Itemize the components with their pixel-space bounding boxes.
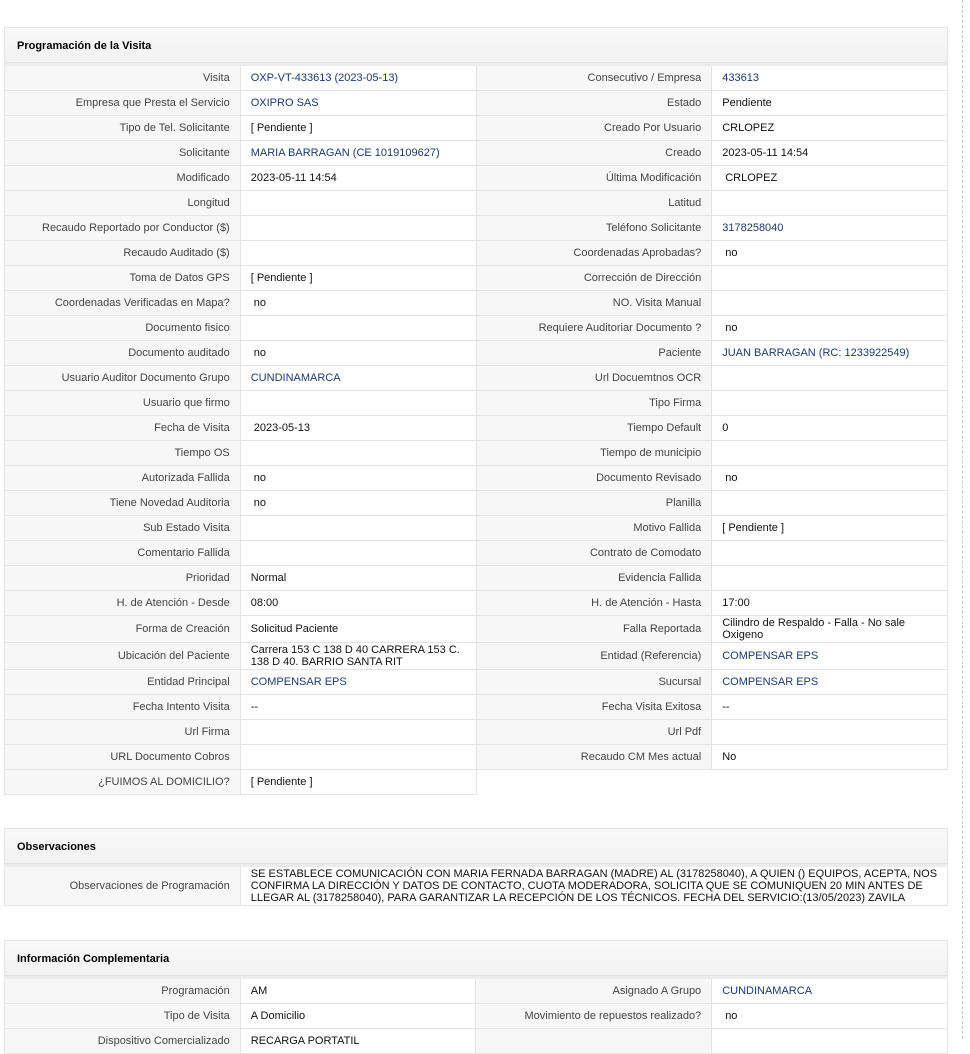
field-label: Url Docuemtnos OCR bbox=[476, 366, 712, 391]
field-label: Teléfono Solicitante bbox=[476, 216, 712, 241]
table-row bbox=[5, 441, 948, 466]
field-label: Estado bbox=[476, 91, 712, 116]
field-value bbox=[240, 745, 476, 770]
field-value bbox=[240, 241, 476, 266]
field-label: Usuario Auditor Documento Grupo bbox=[5, 366, 241, 391]
field-label: Contrato de Comodato bbox=[476, 541, 712, 566]
table-row bbox=[5, 491, 948, 516]
observaciones-table bbox=[4, 864, 948, 906]
field-value bbox=[712, 191, 948, 216]
field-value: 2023-05-11 14:54 bbox=[240, 166, 476, 191]
field-label: Evidencia Fallida bbox=[476, 566, 712, 591]
field-label: Dispositivo Comercializado bbox=[5, 1029, 241, 1054]
field-label: Comentario Fallida bbox=[5, 541, 241, 566]
empty-cell bbox=[712, 770, 948, 795]
table-row bbox=[5, 978, 948, 1004]
field-label: Tipo Firma bbox=[476, 391, 712, 416]
table-row bbox=[5, 416, 948, 441]
field-label: Prioridad bbox=[5, 566, 241, 591]
field-label: Tiene Novedad Auditoria bbox=[5, 491, 241, 516]
field-label: NO. Visita Manual bbox=[476, 291, 712, 316]
field-value bbox=[712, 391, 948, 416]
field-label: H. de Atención - Desde bbox=[5, 591, 241, 616]
field-label: Asignado A Grupo bbox=[476, 978, 712, 1004]
table-row bbox=[5, 566, 948, 591]
field-value: [ Pendiente ] bbox=[240, 770, 476, 795]
field-value: MARIA BARRAGAN (CE 1019109627) bbox=[240, 141, 476, 166]
table-row bbox=[5, 866, 948, 906]
field-value: No bbox=[712, 745, 948, 770]
field-value bbox=[240, 541, 476, 566]
field-value: no bbox=[240, 466, 476, 491]
field-value bbox=[712, 266, 948, 291]
field-value bbox=[712, 566, 948, 591]
field-label: Forma de Creación bbox=[5, 616, 241, 643]
field-value: 433613 bbox=[712, 65, 948, 91]
field-label: Url Firma bbox=[5, 720, 241, 745]
table-row bbox=[5, 770, 948, 795]
field-label: Requiere Auditoriar Documento ? bbox=[476, 316, 712, 341]
field-value: A Domicilio bbox=[240, 1004, 476, 1029]
field-label: ¿FUIMOS AL DOMICILIO? bbox=[5, 770, 241, 795]
field-value bbox=[240, 191, 476, 216]
field-label: Toma de Datos GPS bbox=[5, 266, 241, 291]
field-label: Coordenadas Aprobadas? bbox=[476, 241, 712, 266]
field-value: [ Pendiente ] bbox=[712, 516, 948, 541]
empty-cell bbox=[476, 770, 712, 795]
table-row bbox=[5, 366, 948, 391]
field-value: 2023-05-13 bbox=[240, 416, 476, 441]
table-row bbox=[5, 695, 948, 720]
field-label: Sub Estado Visita bbox=[5, 516, 241, 541]
field-label: Tiempo de municipio bbox=[476, 441, 712, 466]
field-label: Movimiento de repuestos realizado? bbox=[476, 1004, 712, 1029]
field-label: H. de Atención - Hasta bbox=[476, 591, 712, 616]
field-value: 08:00 bbox=[240, 591, 476, 616]
field-label: Creado Por Usuario bbox=[476, 116, 712, 141]
field-value: 0 bbox=[712, 416, 948, 441]
field-value: 3178258040 bbox=[712, 216, 948, 241]
field-value bbox=[240, 516, 476, 541]
field-value: CUNDINAMARCA bbox=[240, 366, 476, 391]
field-value bbox=[712, 441, 948, 466]
field-value: Normal bbox=[240, 566, 476, 591]
field-label: Planilla bbox=[476, 491, 712, 516]
field-value: CUNDINAMARCA bbox=[712, 978, 948, 1004]
table-row bbox=[5, 541, 948, 566]
field-label: Programación bbox=[5, 978, 241, 1004]
field-label: Visita bbox=[5, 65, 241, 91]
field-value: [ Pendiente ] bbox=[240, 116, 476, 141]
field-label: Entidad (Referencia) bbox=[476, 643, 712, 670]
table-row bbox=[5, 591, 948, 616]
field-label: Fecha de Visita bbox=[5, 416, 241, 441]
field-value: 17:00 bbox=[712, 591, 948, 616]
field-value: -- bbox=[712, 695, 948, 720]
field-value: OXP-VT-433613 (2023-05-13) bbox=[240, 65, 476, 91]
field-label: Recaudo CM Mes actual bbox=[476, 745, 712, 770]
field-label: Paciente bbox=[476, 341, 712, 366]
table-row bbox=[5, 266, 948, 291]
field-value bbox=[712, 541, 948, 566]
field-label: Corrección de Dirección bbox=[476, 266, 712, 291]
field-value: no bbox=[712, 466, 948, 491]
programacion-section bbox=[4, 27, 948, 795]
field-label: Empresa que Presta el Servicio bbox=[5, 91, 241, 116]
field-value: no bbox=[712, 316, 948, 341]
field-label: Ubicación del Paciente bbox=[5, 643, 241, 670]
field-label: Longitud bbox=[5, 191, 241, 216]
field-value bbox=[240, 216, 476, 241]
field-label: Observaciones de Programación bbox=[5, 866, 241, 906]
table-row bbox=[5, 316, 948, 341]
field-value bbox=[712, 491, 948, 516]
field-label: Solicitante bbox=[5, 141, 241, 166]
field-label: Última Modificación bbox=[476, 166, 712, 191]
field-label: Coordenadas Verificadas en Mapa? bbox=[5, 291, 241, 316]
table-row bbox=[5, 141, 948, 166]
field-value bbox=[240, 391, 476, 416]
table-row bbox=[5, 616, 948, 643]
table-row bbox=[5, 91, 948, 116]
page-scroll-guide bbox=[962, 0, 963, 1039]
table-row bbox=[5, 65, 948, 91]
field-label: Tiempo OS bbox=[5, 441, 241, 466]
complementaria-title: Información Complementaria bbox=[4, 940, 948, 976]
table-row bbox=[5, 1004, 948, 1029]
field-value: no bbox=[240, 491, 476, 516]
table-row bbox=[5, 516, 948, 541]
field-label: Falla Reportada bbox=[476, 616, 712, 643]
field-label: Tiempo Default bbox=[476, 416, 712, 441]
observaciones-title: Observaciones bbox=[4, 828, 948, 864]
observaciones-section bbox=[4, 828, 948, 906]
field-value: 2023-05-11 14:54 bbox=[712, 141, 948, 166]
programacion-table bbox=[4, 63, 948, 795]
field-label: Recaudo Reportado por Conductor ($) bbox=[5, 216, 241, 241]
field-label: Creado bbox=[476, 141, 712, 166]
field-label: Autorizada Fallida bbox=[5, 466, 241, 491]
field-value bbox=[240, 720, 476, 745]
field-value: AM bbox=[240, 978, 476, 1004]
table-row bbox=[5, 745, 948, 770]
field-value: RECARGA PORTATIL bbox=[240, 1029, 476, 1054]
field-label: Documento auditado bbox=[5, 341, 241, 366]
field-label: Url Pdf bbox=[476, 720, 712, 745]
field-value: no bbox=[712, 1004, 948, 1029]
table-row bbox=[5, 291, 948, 316]
field-label: Usuario que firmo bbox=[5, 391, 241, 416]
field-value: JUAN BARRAGAN (RC: 1233922549) bbox=[712, 341, 948, 366]
field-label: Documento Revisado bbox=[476, 466, 712, 491]
field-value: CRLOPEZ bbox=[712, 116, 948, 141]
table-row bbox=[5, 720, 948, 745]
field-value: no bbox=[712, 241, 948, 266]
field-value bbox=[712, 291, 948, 316]
field-label: Latitud bbox=[476, 191, 712, 216]
field-value: OXIPRO SAS bbox=[240, 91, 476, 116]
table-row bbox=[5, 241, 948, 266]
field-label: Fecha Intento Visita bbox=[5, 695, 241, 720]
field-label: Consecutivo / Empresa bbox=[476, 65, 712, 91]
table-row bbox=[5, 166, 948, 191]
field-label: Modificado bbox=[5, 166, 241, 191]
field-value bbox=[712, 720, 948, 745]
field-value: Pendiente bbox=[712, 91, 948, 116]
programacion-title: Programación de la Visita bbox=[4, 27, 948, 63]
table-row bbox=[5, 670, 948, 695]
field-label bbox=[476, 1029, 712, 1054]
field-value: CRLOPEZ bbox=[712, 166, 948, 191]
field-value: COMPENSAR EPS bbox=[712, 643, 948, 670]
field-value: Solicitud Paciente bbox=[240, 616, 476, 643]
field-value bbox=[240, 316, 476, 341]
field-label: Fecha Visita Exitosa bbox=[476, 695, 712, 720]
field-value: Carrera 153 C 138 D 40 CARRERA 153 C. 138 D 40. BARRIO SANTA RIT bbox=[240, 643, 476, 670]
table-row bbox=[5, 191, 948, 216]
observaciones-value: SE ESTABLECE COMUNICACIÓN CON MARIA FERNADA BARRAGAN (MADRE) AL (3178258040), A QUIEN () EQUIPOS, ACEPTA, NOS CONFIRMA LA DIRECCIÓN Y DATOS DE CONTACTO, CUOTA MODERADORA, SOLICITA QUE SE COMUNIQUEN 20 MIN ANTES DE LLEGAR AL (3178258040), PARA GARANTIZAR LA RECEPCIÓN DE LOS TÉCNICOS. FECHA DEL SERVICIO:(13/05/2023) ZAVILA bbox=[240, 866, 947, 906]
table-row bbox=[5, 116, 948, 141]
table-row bbox=[5, 466, 948, 491]
field-value: no bbox=[240, 291, 476, 316]
field-label: Tipo de Visita bbox=[5, 1004, 241, 1029]
complementaria-table bbox=[4, 976, 948, 1054]
field-value bbox=[712, 1029, 948, 1054]
table-row bbox=[5, 1029, 948, 1054]
table-row bbox=[5, 216, 948, 241]
field-label: Motivo Fallida bbox=[476, 516, 712, 541]
table-row bbox=[5, 391, 948, 416]
field-label: Sucursal bbox=[476, 670, 712, 695]
field-label: Entidad Principal bbox=[5, 670, 241, 695]
field-value: [ Pendiente ] bbox=[240, 266, 476, 291]
field-label: URL Documento Cobros bbox=[5, 745, 241, 770]
complementaria-section bbox=[4, 940, 948, 1054]
table-row bbox=[5, 341, 948, 366]
field-label: Tipo de Tel. Solicitante bbox=[5, 116, 241, 141]
field-value bbox=[240, 441, 476, 466]
field-label: Documento fisico bbox=[5, 316, 241, 341]
field-value: -- bbox=[240, 695, 476, 720]
field-value: COMPENSAR EPS bbox=[240, 670, 476, 695]
field-label: Recaudo Auditado ($) bbox=[5, 241, 241, 266]
field-value: Cilindro de Respaldo - Falla - No sale Oxigeno bbox=[712, 616, 948, 643]
field-value: no bbox=[240, 341, 476, 366]
field-value: COMPENSAR EPS bbox=[712, 670, 948, 695]
field-value bbox=[712, 366, 948, 391]
table-row bbox=[5, 643, 948, 670]
